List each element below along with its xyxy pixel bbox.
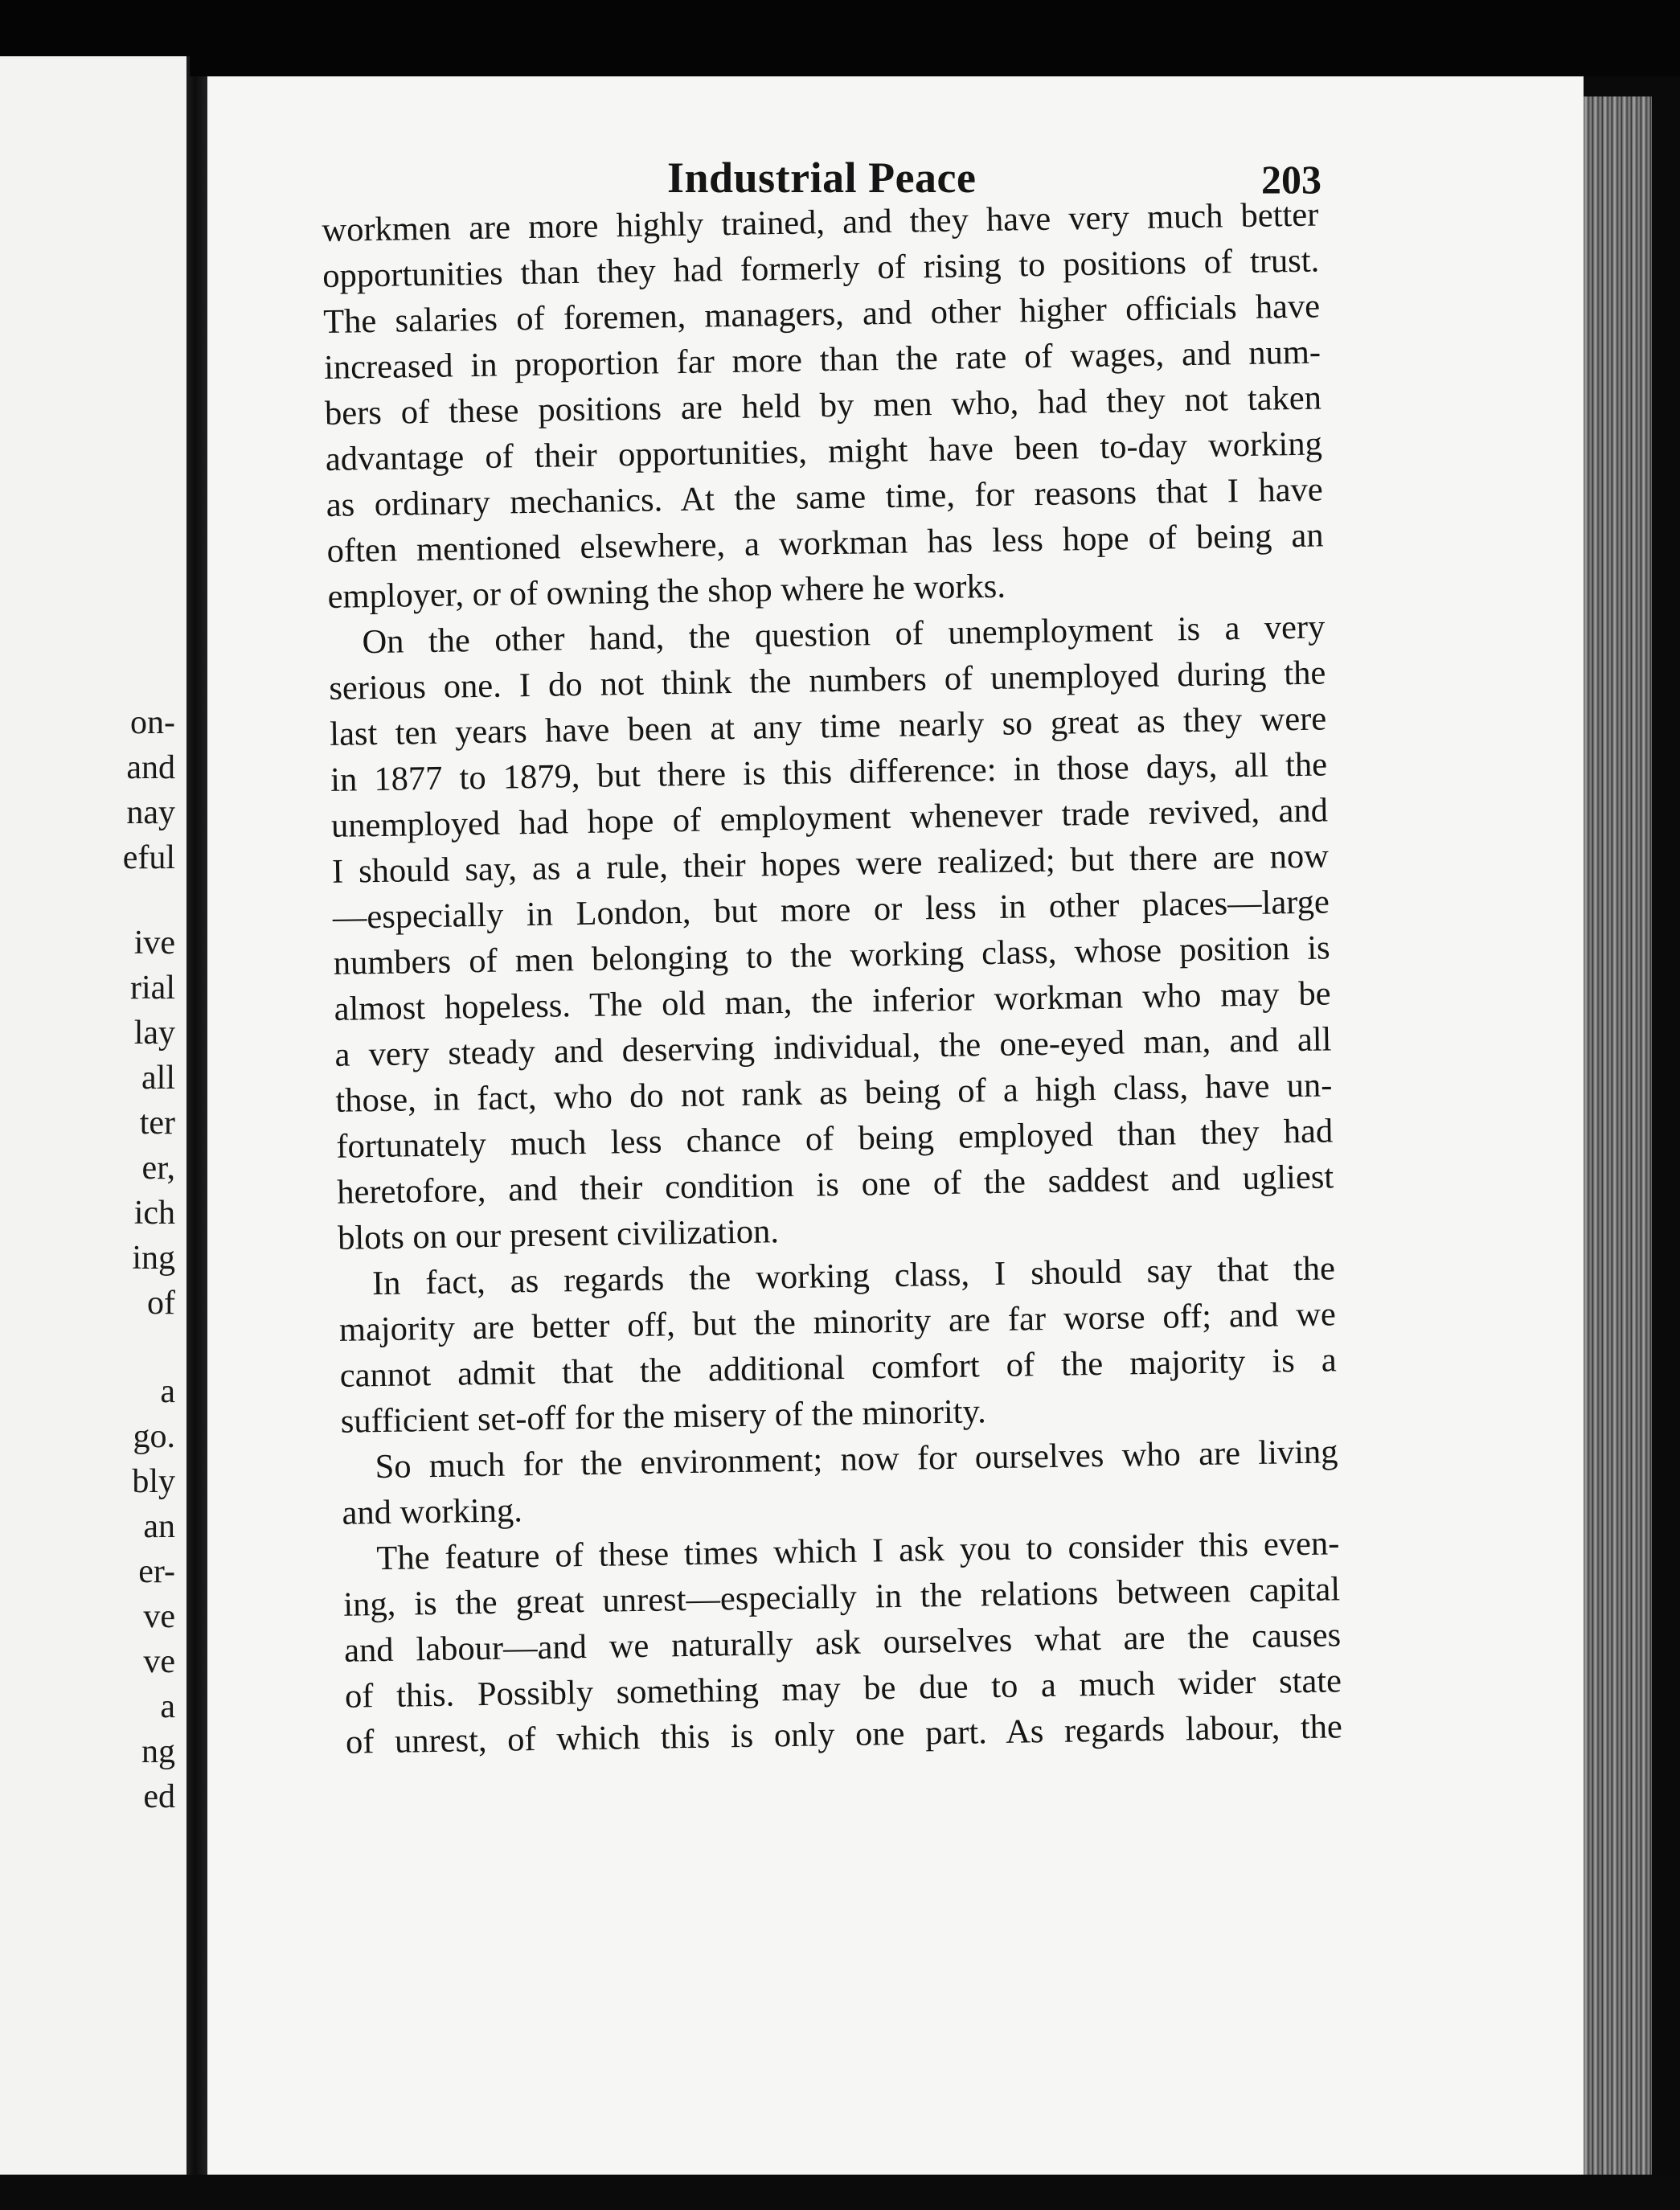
left-fragment: ive [133,925,175,961]
text-line: advantage of their opportunities, might have been to-day working [325,424,1323,478]
text-line: those, in fact, who do not rank as being of a high class, have un- [335,1066,1333,1120]
left-fragment: ed [143,1778,175,1815]
text-line: So much for the environment; now for ourselves who are living [375,1433,1338,1486]
text-line: and labour—and we naturally ask ourselves what are the causes [343,1616,1342,1670]
text-line: and working. [342,1491,523,1532]
left-fragment: eful [122,839,175,876]
left-fragment: ich [133,1195,175,1232]
text-line: majority are better off, but the minority are far worse off; and we [338,1295,1337,1349]
left-fragment: bly [132,1463,175,1500]
text-line: last ten years have been at any time nearly so great as they were [329,699,1327,753]
left-fragment: rial [130,970,175,1007]
paragraph [328,604,1334,1261]
scan-top-border [0,0,1680,76]
paragraph [342,1520,1342,1765]
text-line: almost hopeless. The old man, the inferior workman who may be [334,974,1331,1028]
left-fragment: nay [126,794,175,831]
left-fragment: ve [143,1598,175,1635]
text-line: sufficient set-off for the misery of the minority. [340,1392,986,1441]
text-line: in 1877 to 1879, but there is this difference: in those days, all the [330,745,1328,799]
text-line: On the other hand, the question of unemployment is a very [362,608,1326,662]
text-line: of unrest, of which this is only one part. As regards labour, the [345,1708,1343,1761]
left-fragment: ter [139,1105,175,1142]
text-line: The feature of these times which I ask you to consider this even- [376,1524,1340,1578]
book-gutter [186,76,207,2183]
text-line: workmen are more highly trained, and they have very much better [322,195,1319,249]
scan-bottom-border [0,2175,1680,2210]
left-page [0,56,190,2175]
text-line: as ordinary mechanics. At the same time, for reasons that I have [326,470,1324,524]
text-line: ing, is the great unrest—especially in the relations between capital [342,1570,1341,1624]
text-line: unemployed had hope of employment whenever trade revived, and [330,791,1329,845]
left-fragment: of [147,1285,175,1322]
left-fragment: ng [141,1733,175,1770]
body-text [322,192,1342,1765]
text-line: I should say, as a rule, their hopes were realized; but there are now [331,837,1330,891]
text-line: —especially in London, but more or less in other places—large [332,883,1330,937]
text-line: blots on our present civilization. [337,1212,780,1257]
text-line: of this. Possibly something may be due to a much wider state [344,1662,1342,1716]
left-fragment: all [141,1060,175,1097]
running-title: Industrial Peace [667,154,977,202]
paragraph [322,192,1325,620]
text-line: employer, or of owning the shop where he works. [327,567,1006,616]
page-edges [1584,96,1652,2179]
text-line: fortunately much less chance of being employed than they had [335,1112,1334,1166]
left-fragment: and [126,749,175,786]
text-line: The salaries of foremen, managers, and other higher officials have [322,287,1321,341]
paragraph [338,1245,1338,1444]
text-line: serious one. I do not think the numbers of unemployed during the [329,654,1326,707]
text-line: numbers of men belonging to the working class, whose position is [333,929,1330,982]
left-fragment: a [160,1688,175,1725]
left-fragment: go. [133,1418,175,1455]
page-number: 203 [1261,157,1321,202]
text-line: opportunities than they had formerly of rising to positions of trust. [322,241,1320,295]
text-line: bers of these positions are held by men who, had they not taken [324,379,1322,433]
text-line: cannot admit that the additional comfort of the majority is a [339,1341,1338,1395]
text-line: increased in proportion far more than the rate of wages, and num- [323,333,1321,387]
left-fragment: an [143,1508,175,1545]
left-fragment: ve [143,1643,175,1680]
left-fragment: on- [130,704,175,741]
text-line: a very steady and deserving individual, the one-eyed man, and all [334,1020,1332,1074]
left-fragment: er, [141,1150,175,1187]
left-fragment: ing [132,1240,175,1277]
left-fragment: lay [133,1015,175,1052]
left-fragment: er- [138,1553,175,1590]
text-line: heretofore, and their condition is one of the saddest and ugliest [336,1158,1334,1212]
text-line: often mentioned elsewhere, a workman has less hope of being an [326,516,1324,570]
paragraph [341,1429,1339,1536]
text-line: In fact, as regards the working class, I should say that the [371,1249,1336,1303]
left-fragment: a [160,1373,175,1410]
